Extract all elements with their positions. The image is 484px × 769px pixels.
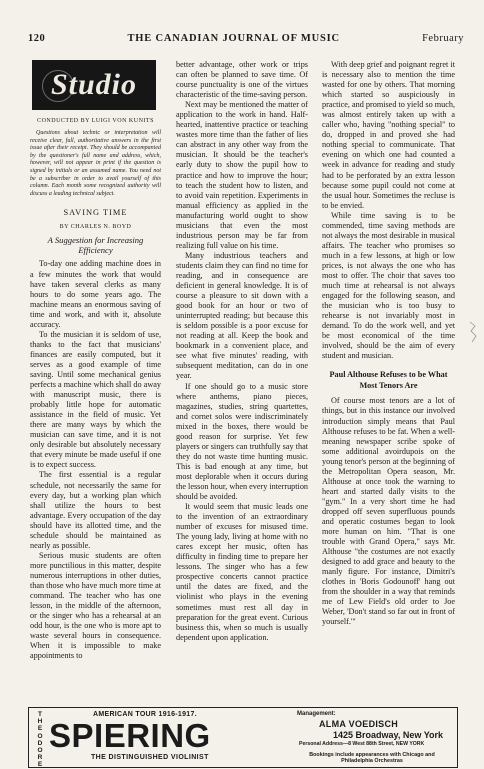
paragraph: The first essential is a regular schedule, not necessarily the same for every day, but a working plan which shall utilize the hours to best advantage. Every occupation of the day should have its allotted time, and the schedule should be maintained as nearly as possible. [30, 470, 161, 550]
letter: E [37, 725, 43, 733]
column-2 [176, 60, 308, 643]
paragraph: It would seem that music leads one to the invention of an extraordinary number of excuses for misused time. The young lady, living at home with no cares except her music, often has difficulty in finding time to prepare her lessons. The singer who has a few prospective concerts cannot practice until the dates are fixed, and the violinist who plays in the evening sometimes must rest all day in preparation for the great event. Curious business this, when so much is usually dependent upon application. [176, 502, 308, 642]
paragraph: If one should go to a music store where anthems, piano pieces, magazines, studies, string quartettes, and cornet solos were indiscriminately mixed in the boxes, there would be good reason for surprise. Yet few players or singers can truthfully say that they do not waste time hunting music. This is bad enough at any time, but most deplorable when it occurs during the lesson hour, when every interruption should be avoided. [176, 381, 309, 502]
letter: R [37, 754, 43, 762]
paragraph: With deep grief and poignant regret it is necessary also to mention the time wasted for one by others. That morning which started so auspiciously in practice, and promised to yield so much, was almost entirely taken up with a caller who, having "nothing special" to do, dropped in and proved she had nothing special to communicate. That evening on which one had counted a week in advance for reading and study had to be perforated by an extra lesson because some pupil could not come at the usual hour. Sometimes the recluse is to be envied. [322, 60, 455, 210]
studio-note: Questions about technic or interpretation will receive clear, full, authoritative answers in the first issue after their receipt. They should be accompanied by the questioner's full name and address, which, however, will not appear in print if the question is signed by initials or an assumed name. You need not be a subscriber in order to avail yourself of this column. Each month some recognized authority will discuss a leading technical subject. [30, 130, 161, 197]
paragraph: Many industrious teachers and students claim they can find no time for reading, and in consequence are deficient in general knowledge. It is of course a pleasure to sit down with a good book for an hour or two of uninterrupted reading; but because this is seldom possible is a poor excuse for not reading at all. Keep the book and bookmark in a convenient place, and see what five minutes' reading, with subsequent meditation, can do in one year. [176, 250, 308, 381]
paragraph: While time saving is to be commended, time saving methods are not always the most desirable in musical affairs. The teacher who promises so much in a few lessons, at high or low prices, is not always the one who has most to offer. The choir that saves too much time at rehearsal is not always engaged for the following season, and the musician who is too busy to rehearse is not invariably most in demand. To do the work well, and yet be most economical of the time involved, should be the aim of every student and musician. [322, 210, 455, 361]
column-1 [30, 60, 161, 661]
paragraph: Serious music students are often more punctilious in this matter, despite numerous interruptions in other duties, than those who have much more time at command. The teacher who has one lesson, in the middle of the afternoon, or the singer who has a rehearsal at an odd hour, is the one who is more apt to waste several hours in consequence. When it is impossible to make appointments to [30, 550, 161, 661]
article-subtitle: A Suggestion for Increasing Efficiency [47, 235, 144, 256]
conducted-by: CONDUCTED BY LUIGI VON KUNITS [37, 118, 154, 124]
ad-artist-name: SPIERING [49, 717, 211, 754]
letter: D [37, 739, 43, 747]
ad-manager-name: ALMA VOEDISCH [319, 719, 399, 729]
studio-logo-text: Studio [50, 67, 138, 101]
issue-month: February [422, 33, 464, 44]
article-title: SAVING TIME [63, 208, 128, 218]
advertisement [28, 707, 458, 768]
letter: T [38, 711, 42, 718]
paragraph: To-day one adding machine does in a few minutes the work that would have taken several clerks as many hours to do some years ago. The machine means an enormous saving of time and work, and with it, absolute accuracy. [30, 259, 161, 329]
studio-logo [32, 60, 156, 110]
ad-bookings: Bookings include appearances with Chicago and Philadelphia Orchestras [309, 752, 435, 765]
ad-management-label: Management: [297, 711, 336, 717]
paragraph: better advantage, other work or trips can often be planned to save time. Of course punctuality is one of the virtues characteristic of the time-saving person. [176, 60, 308, 100]
ad-personal-address: Personal Address—8 West 88th Street, NEW YORK [299, 741, 425, 747]
ad-manager-address: 1425 Broadway, New York [333, 730, 444, 740]
ad-artist-block [29, 708, 269, 767]
article-byline: BY CHARLES N. BOYD [59, 224, 132, 231]
margin-mark-icon [467, 320, 481, 346]
ad-management-block [269, 708, 457, 767]
letter: E [37, 761, 43, 769]
letter: O [37, 732, 43, 740]
page-number: 120 [28, 33, 46, 44]
running-header [28, 33, 464, 47]
letter: H [37, 718, 43, 726]
paragraph: Of course most tenors are a lot of things, but in this instance our involved introduction simply means that Paul Althouse refuses to be fat. When a well-meaning newspaper scribe spoke of some additional avoirdupois on the young tenor's person at the beginning of the Metropolitan Opera season, Mr. Althouse at once took the warning to heart and started daily visits to the "gym." In a very short time he had dropped off seven superfluous pounds and operatic costumes began to look more human on him. "That is one trouble with Grand Opera," says Mr. Althouse "the costumes are not exactly designed to add grace and beauty to the manly figure. For instance, Dimitri's clothes in 'Boris Godounoff' hang out from the shoulder in a way that reminds me of Lew Field's old order to Joe Weber, 'Don't stand so far out in front of yourself.'" [322, 396, 455, 627]
ad-tagline: THE DISTINGUISHED VIOLINIST [91, 754, 209, 761]
section-title: Paul Althouse Refuses to be What Most Tenors Are [329, 370, 448, 390]
paragraph: Next may be mentioned the matter of application to the work in hand. Half-hearted, inattentive practice or teaching wastes more time than the father of lies can abstract in any other way from the musician. It should be the teacher's early duty to show the pupil how to practice and how to improve the hour; to teach the student how to listen, and to avoid vain repetition. Experiments in manual efficiency as applied in the manufacturing world ought to show musicians that even the most industrious person may be far from realizing full value on his time. [176, 100, 308, 250]
ad-tour: AMERICAN TOUR 1916-1917. [93, 711, 197, 718]
journal-title: THE CANADIAN JOURNAL OF MUSIC [127, 33, 340, 44]
column-3 [322, 60, 455, 627]
letter: O [37, 747, 43, 755]
paragraph: To the musician it is seldom of use, thanks to the fact that musicians' finances are easily computed, but it serves as a good example of time saving. Until some mechanical genius perfects a machine which shall do away with manuscript music, there is probably little hope for automatic assistance in the field of music. Yet there are many ways by which the musician can save time, and it is not only desirable but absolutely necessary that every minute be made useful if one is to expect success. [30, 329, 161, 470]
